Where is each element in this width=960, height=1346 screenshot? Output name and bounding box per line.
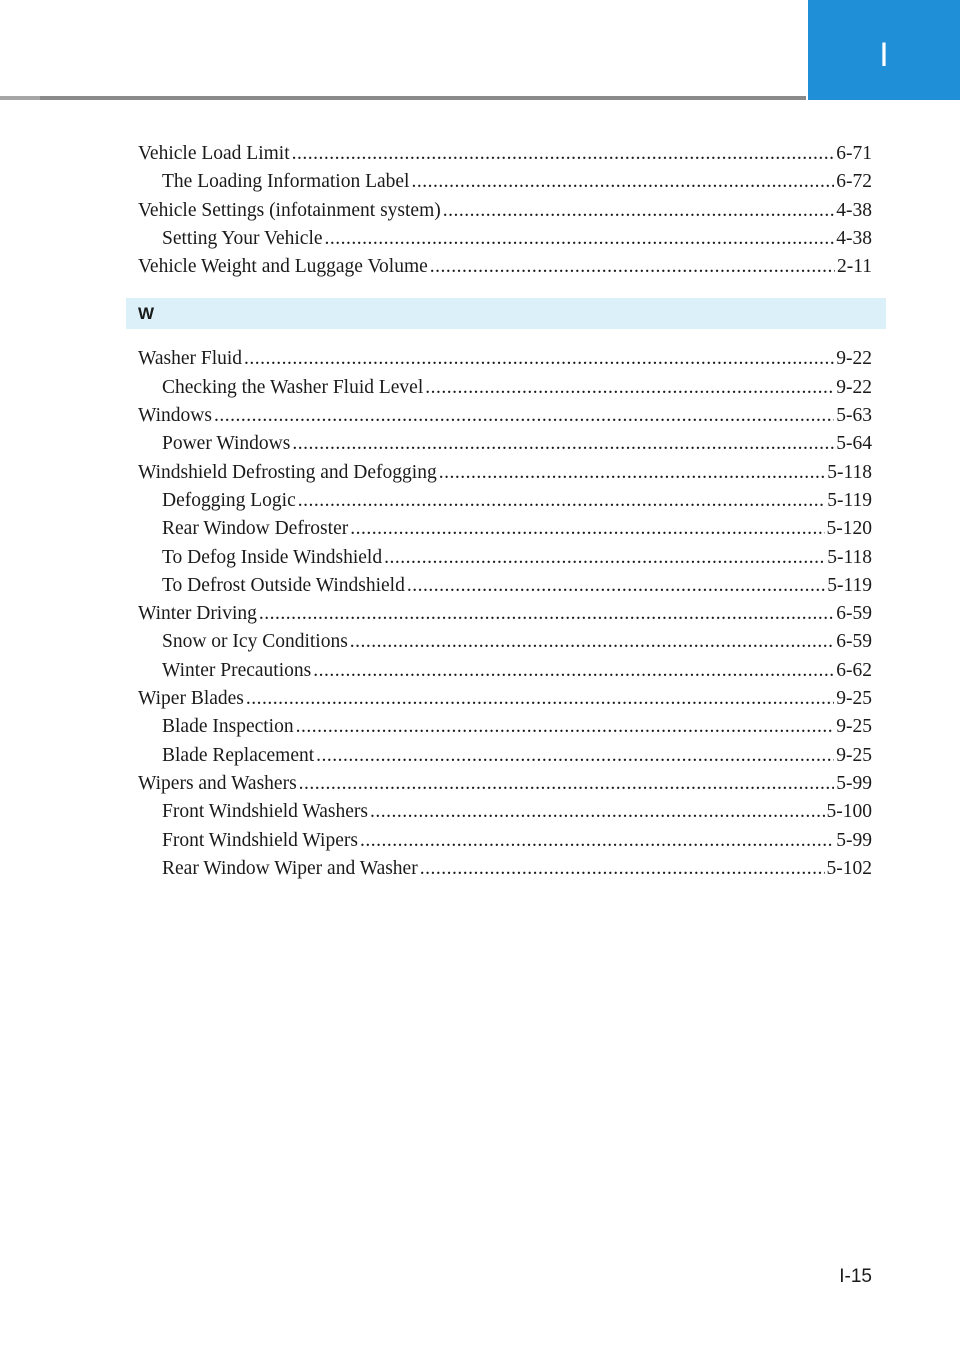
index-entry[interactable] (138, 197, 872, 225)
entry-page: 9-22 (836, 348, 872, 370)
entry-page: 9-25 (836, 744, 872, 766)
index-entry[interactable] (138, 685, 872, 713)
entry-title: Winter Precautions (162, 659, 312, 681)
index-subentry[interactable] (138, 713, 872, 741)
dot-leader (296, 713, 835, 741)
entry-page: 5-99 (836, 772, 872, 794)
dot-leader (298, 487, 825, 515)
dot-leader (443, 197, 835, 225)
entry-page: 4-38 (836, 199, 872, 221)
entry-page: 5-99 (836, 829, 872, 851)
dot-leader (259, 600, 834, 628)
dot-leader (370, 798, 825, 826)
entry-title: Wipers and Washers (138, 772, 297, 794)
index-subentry[interactable] (138, 572, 872, 600)
dot-leader (246, 685, 834, 713)
section-letter: I (879, 36, 889, 74)
entry-page: 6-59 (836, 603, 872, 625)
entry-page: 6-59 (836, 631, 872, 653)
index-subentry[interactable] (138, 544, 872, 572)
entry-title: Setting Your Vehicle (162, 227, 323, 249)
index-subentry[interactable] (138, 798, 872, 826)
dot-leader (244, 345, 834, 373)
index-entry[interactable] (138, 402, 872, 430)
entry-page: 5-119 (827, 489, 872, 511)
entry-page: 5-118 (827, 546, 872, 568)
entry-title: Windshield Defrosting and Defogging (138, 461, 437, 483)
entry-page: 5-100 (826, 801, 872, 823)
dot-leader (299, 770, 835, 798)
entry-title: Windows (138, 405, 212, 427)
dot-leader (430, 253, 835, 281)
letter-heading-w: W (126, 298, 886, 329)
entry-page: 4-38 (836, 227, 872, 249)
entry-page: 5-63 (836, 405, 872, 427)
entry-title: To Defrost Outside Windshield (162, 574, 405, 596)
index-subentry[interactable] (138, 168, 872, 196)
dot-leader (313, 657, 834, 685)
index-subentry[interactable] (138, 855, 872, 883)
dot-leader (439, 459, 826, 487)
entry-title: Front Windshield Washers (162, 801, 368, 823)
dot-leader (411, 168, 834, 196)
index-subentry[interactable] (138, 374, 872, 402)
dot-leader (384, 544, 825, 572)
entry-title: Checking the Washer Fluid Level (162, 376, 424, 398)
entry-page: 5-118 (827, 461, 872, 483)
index-entry[interactable] (138, 770, 872, 798)
index-entry[interactable] (138, 600, 872, 628)
entry-title: Front Windshield Wipers (162, 829, 358, 851)
index-entry[interactable] (138, 459, 872, 487)
dot-leader (425, 374, 834, 402)
index-entry[interactable] (138, 140, 872, 168)
entry-title: Vehicle Load Limit (138, 143, 290, 164)
entry-title: The Loading Information Label (162, 171, 410, 193)
header-rule (0, 96, 806, 100)
index-subentry[interactable] (138, 657, 872, 685)
dot-leader (292, 430, 834, 458)
entry-page: 5-120 (826, 518, 872, 540)
page-number: I-15 (839, 1266, 872, 1287)
entry-title: Vehicle Settings (infotainment system) (138, 199, 441, 221)
index-entry[interactable] (138, 253, 872, 281)
entry-title: Washer Fluid (138, 348, 243, 370)
entry-title: Winter Driving (138, 603, 257, 625)
section-tab (808, 0, 960, 100)
entry-title: Wiper Blades (138, 688, 244, 710)
index-list (138, 140, 872, 883)
dot-leader (420, 855, 825, 883)
entry-title: Rear Window Defroster (162, 518, 349, 540)
entry-title: To Defog Inside Windshield (162, 546, 383, 568)
index-entry[interactable] (138, 345, 872, 373)
entry-page: 6-71 (836, 143, 872, 164)
entry-title: Rear Window Wiper and Washer (162, 857, 418, 879)
entry-title: Defogging Logic (162, 489, 296, 511)
index-subentry[interactable] (138, 515, 872, 543)
dot-leader (316, 742, 834, 770)
entry-page: 5-64 (836, 433, 872, 455)
entry-title: Blade Replacement (162, 744, 315, 766)
dot-leader (350, 628, 834, 656)
entry-page: 2-11 (836, 256, 872, 278)
entry-page: 5-119 (827, 574, 872, 596)
entry-page: 9-25 (836, 688, 872, 710)
index-subentry[interactable] (138, 628, 872, 656)
index-subentry[interactable] (138, 487, 872, 515)
index-subentry[interactable] (138, 827, 872, 855)
entry-title: Snow or Icy Conditions (162, 631, 348, 653)
entry-title: Vehicle Weight and Luggage Volume (138, 256, 428, 278)
index-subentry[interactable] (138, 742, 872, 770)
entry-title: Power Windows (162, 433, 291, 455)
entry-page: 6-72 (836, 171, 872, 193)
dot-leader (292, 140, 835, 168)
entry-page: 6-62 (836, 659, 872, 681)
entry-title: Blade Inspection (162, 716, 294, 738)
dot-leader (407, 572, 825, 600)
index-subentry[interactable] (138, 225, 872, 253)
entry-page: 9-22 (836, 376, 872, 398)
entry-page: 9-25 (836, 716, 872, 738)
index-subentry[interactable] (138, 430, 872, 458)
dot-leader (325, 225, 835, 253)
dot-leader (360, 827, 834, 855)
dot-leader (350, 515, 824, 543)
dot-leader (214, 402, 834, 430)
entry-page: 5-102 (826, 857, 872, 879)
